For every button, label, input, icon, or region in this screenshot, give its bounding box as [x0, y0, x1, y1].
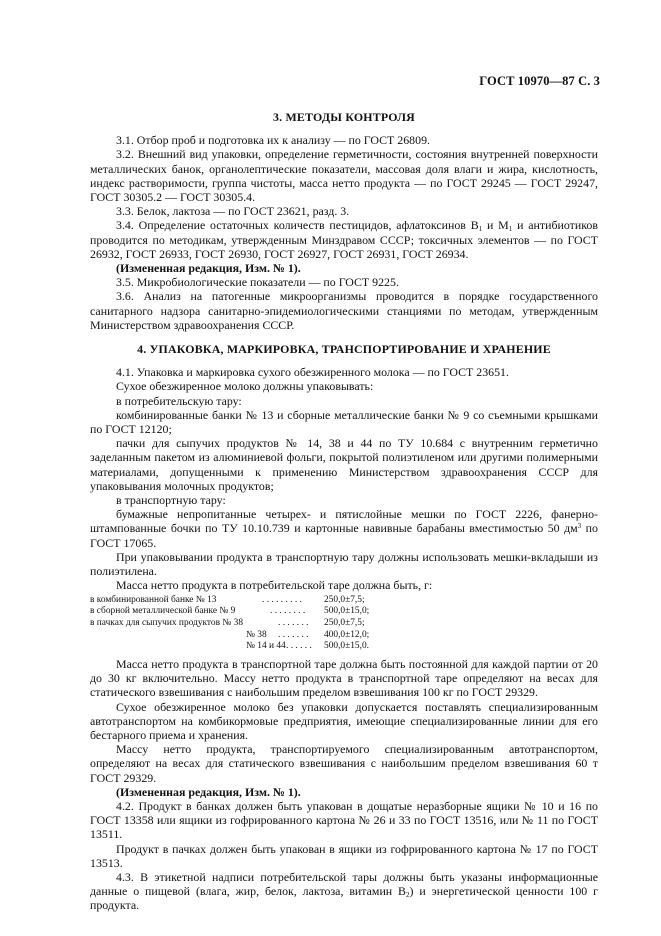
paragraph-3-4 [90, 218, 598, 261]
mass-row-label: в комбинированной банке № 13 [90, 594, 217, 605]
paragraph-bags-part-a: бумажные непропитанные четырех- и пятислойные мешки по ГОСТ 2226, фанерно-штампованные бочки по ТУ 10.10.739 и картонные навивные барабаны вместимостью 50 дм [90, 507, 598, 536]
paragraph-3-5: 3.5. Микробиологические показатели — по ГОСТ 9225. [116, 275, 399, 290]
mass-row [90, 606, 598, 618]
net-mass-table [90, 595, 598, 654]
paragraph-3-6: 3.6. Анализ на патогенные микроорганизмы проводится в порядке государственного санитарного надзора санитарно-эпидемиологическими станциями по методам, утвержденным Министерством здравоохранения СССР. [90, 289, 598, 332]
paragraph-packs-boxes: Продукт в пачках должен быть упакован в ящики из гофрированного картона № 17 по ГОСТ 13513. [90, 841, 598, 870]
paragraph-consumer-packaging: в потребительскую тару: [116, 393, 242, 408]
document-body [90, 110, 598, 913]
mass-row-value: 500,0±15,0; [324, 606, 370, 617]
mass-row-label: в сборной металлической банке № 9 [90, 606, 236, 617]
section-3-title: 3. МЕТОДЫ КОНТРОЛЯ [273, 110, 415, 124]
mass-row-value: 400,0±12,0; [324, 629, 370, 640]
mass-row-value: 250,0±7,5; [324, 617, 365, 628]
paragraph-3-4-part-a: 3.4. Определение остаточных количеств пестицидов, афлатоксинов B [116, 218, 479, 233]
paragraph-3-3: 3.3. Белок, лактоза — по ГОСТ 23621, разд. 3. [116, 204, 350, 219]
mass-row-label: № 14 и 44 [246, 641, 286, 652]
amendment-note-2: (Измененная редакция, Изм. № 1). [116, 784, 301, 799]
paragraph-transport-packaging: в транспортную тару: [116, 493, 226, 508]
amendment-note-1: (Измененная редакция, Изм. № 1). [116, 261, 301, 276]
running-header: ГОСТ 10970—87 С. 3 [479, 74, 600, 88]
paragraph-3-4-part-b: и M [482, 218, 509, 233]
paragraph-4-3-part-b: ) и энергетической ценности 100 г продукта. [90, 884, 598, 913]
paragraph-4-3 [90, 870, 598, 913]
paragraph-packs: пачки для сыпучих продуктов № 14, 38 и 44 по ТУ 10.684 с внутренним герметично заделанным пакетом из алюминиевой фольги, покрытой полиэтиленом или другими полимерными материалами, допущенными к применению Министерством здравоохранения СССР для упаковывания молочных продуктов; [90, 436, 598, 493]
subscript-b1: 1 [478, 225, 483, 234]
mass-row [90, 595, 598, 607]
subscript-b2: 2 [406, 891, 410, 900]
paragraph-3-2: 3.2. Внешний вид упаковки, определение герметичности, состояния внутренней поверхности металлических банок, органолептические показатели, массовая доля влаги и жира, кислотность, индекс растворимости, группа чистоты, масса нетто продукта — по ГОСТ 29245 — ГОСТ 29247, ГОСТ 30305.2 — ГОСТ 30305.4. [90, 147, 598, 205]
paragraph-bulk-weighing: Массу нетто продукта, транспортируемого специализированным автотранспортом, определяют на весах для статического взвешивания с наибольшим пределом взвешивания 60 т ГОСТ 29329. [90, 742, 598, 785]
mass-row-value: 250,0±7,5; [324, 594, 365, 605]
paragraph-liners: При упаковывании продукта в транспортную тару должны использовать мешки-вкладыши из полиэтилена. [90, 549, 598, 579]
paragraph-3-4-part-c: и антибиотиков проводится по методикам, утвержденным Минздравом СССР; токсичных элементов — по ГОСТ 26932, ГОСТ 26933, ГОСТ 26930, ГОСТ 26927, ГОСТ 26931, ГОСТ 26934. [90, 218, 598, 261]
paragraph-4-3-part-a: 4.3. В этикетной надписи потребительской тары должны быть указаны информационные данные о пищевой (влага, жир, белок, лактоза, витамин B [90, 870, 598, 899]
mass-row [90, 618, 598, 630]
paragraph-4-2: 4.2. Продукт в банках должен быть упакован в дощатые неразборные ящики № 10 и 16 по ГОСТ 13358 или ящики из гофрированного картона № 26 и 33 по ГОСТ 13516, или № 11 по ГОСТ 13511. [90, 799, 598, 842]
paragraph-4-1: 4.1. Упаковка и маркировка сухого обезжиренного молока — по ГОСТ 23651. [116, 365, 509, 380]
mass-row [90, 630, 598, 642]
mass-row-dots: . . . . . . . [278, 617, 309, 628]
subscript-m1: 1 [508, 225, 513, 234]
paragraph-3-1: 3.1. Отбор проб и подготовка их к анализу — по ГОСТ 26809. [116, 133, 430, 148]
mass-row-dots: . . . . . . . . . [262, 594, 302, 605]
paragraph-bags-barrels [90, 507, 598, 550]
mass-row-label: в пачках для сыпучих продуктов № 38 [90, 617, 244, 628]
mass-row [90, 641, 598, 653]
mass-row-dots: . . . . . . . . [270, 606, 306, 617]
paragraph-transport-mass: Масса нетто продукта в транспортной таре должна быть постоянной для каждой партии от 20 до 30 кг включительно. Массу нетто продукта в транспортной таре определяют на весах для статического взвешивания с наибольшим пределом взвешивания 100 кг по ГОСТ 29329. [90, 657, 598, 700]
paragraph-4-1-packing-intro: Сухое обезжиренное молоко должны упаковывать: [116, 379, 374, 394]
paragraph-bags-part-b: по ГОСТ 17065. [90, 521, 598, 550]
mass-row-dots: . . . . . . . [278, 629, 309, 640]
paragraph-net-mass-intro: Масса нетто продукта в потребительской таре должна быть, г: [116, 578, 433, 593]
paragraph-bulk-delivery: Сухое обезжиренное молоко без упаковки допускается поставлять специализированным автотранспортом на комбикормовые предприятия, имеющие специализированные линии для его бестарного приема и хранения. [90, 699, 598, 743]
section-4-title: 4. УПАКОВКА, МАРКИРОВКА, ТРАНСПОРТИРОВАНИЕ И ХРАНЕНИЕ [137, 342, 551, 357]
paragraph-cans: комбинированные банки № 13 и сборные металлические банки № 9 со съемными крышками по ГОСТ 12120; [90, 407, 598, 437]
superscript-3: 3 [577, 522, 582, 531]
mass-row-dots: . . . . . . [286, 641, 312, 652]
mass-row-label: № 38 [246, 629, 267, 640]
mass-row-value: 500,0±15,0. [324, 641, 369, 652]
